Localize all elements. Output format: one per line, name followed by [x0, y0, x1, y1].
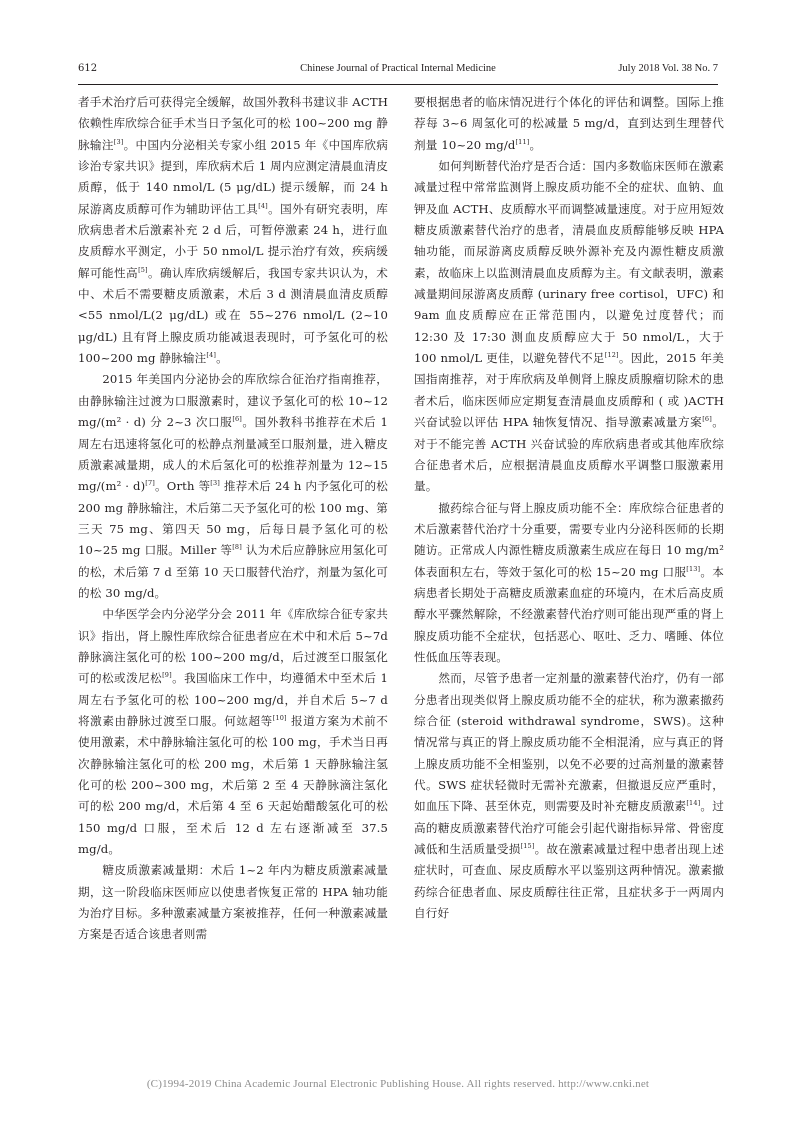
- citation-marker: [13]: [686, 564, 701, 573]
- citation-marker: [11]: [515, 137, 530, 146]
- paragraph: 糖皮质激素减量期：术后 1~2 年内为糖皮质激素减量期，这一阶段临床医师应以使患者恢复正常的 HPA 轴功能为治疗目标。多种激素减量方案被推荐，任何一种激素减量方案是否适合该患者则需: [78, 863, 388, 942]
- citation-marker: [5]: [138, 265, 148, 274]
- citation-marker: [10]: [272, 714, 287, 723]
- citation-marker: [15]: [520, 842, 535, 851]
- paragraph: 者手术治疗后可获得完全缓解，故国外教科书建议非 ACTH 依赖性库欣综合征手术当日予氢化可的松 100~200 mg 静脉输注[3]。中国内分泌相关专家小组 2015 年《中国库欣病诊治专家共识》提到，库欣病术后 1 周内应测定清晨血清皮质醇，低于 140 nmol/L (5 μg/dL) 提示缓解，而 24 h 尿游离皮质醇可作为辅助评估工具[4]。国外有研究表明，库欣病患者术后激素补充 2 d 后，可暂停激素 24 h，进行血皮质醇水平测定，小于 50 nmol/L 提示治疗有效，疾病缓解可能性高[5]。确认库欣病缓解后，我国专家共识认为，术中、术后不需要糖皮质激素，术后 3 d 测清晨血清皮质醇 <55 nmol/L(2 μg/dL) 或在 55~276 nmol/L (2~10 μg/dL) 且有肾上腺皮质功能减退表现时，可予氢化可的松 100~200 mg 静脉输注[4]。: [78, 95, 388, 366]
- right-column: [414, 92, 724, 1052]
- left-column: [78, 92, 388, 1052]
- citation-marker: [9]: [162, 671, 172, 680]
- page-number: 612: [78, 63, 98, 74]
- header-rule: [78, 84, 718, 85]
- page-header: [78, 60, 718, 82]
- paragraph: 中华医学会内分泌学分会 2011 年《库欣综合征专家共识》指出，肾上腺性库欣综合征患者应在术中和术后 5~7d 静脉滴注氢化可的松 100~200 mg/d，后过渡至口服氢化可的松或泼尼松[9]。我国临床工作中，均遵循术中至术后 1 周左右予氢化可的松 100~200 mg/d，并自术后 5~7 d 将激素由静脉过渡至口服。何竑超等[10] 报道方案为术前不使用激素，术中静脉输注氢化可的松 100 mg，手术当日再次静脉输注氢化可的松 200 mg，术后第 1 天静脉输注氢化可的松 200~300 mg，术后第 2 至 4 天静脉滴注氢化可的松 200 mg/d，术后第 4 至 6 天起始醋酸氢化可的松 150 mg/d 口服，至术后 12 d 左右逐渐减至 37.5 mg/d。: [78, 607, 388, 857]
- citation-marker: [3]: [113, 137, 124, 146]
- citation-marker: [6]: [702, 415, 712, 424]
- citation-marker: [6]: [232, 415, 242, 424]
- citation-marker: [8]: [232, 543, 242, 552]
- citation-marker: [4]: [258, 201, 268, 210]
- issue-date: July 2018 Vol. 38 No. 7: [618, 63, 718, 74]
- citation-marker: [12]: [604, 351, 619, 360]
- paragraph: 如何判断替代治疗是否合适：国内多数临床医师在激素减量过程中常常监测肾上腺皮质功能不全的症状、血钠、血钾及血 ACTH、皮质醇水平而调整减量速度。对于应用短效糖皮质激素替代治疗的患者，清晨血皮质醇能够反映 HPA 轴功能，而尿游离皮质醇反映外源补充及内源性糖皮质激素，故临床上以监测清晨血皮质醇为主。有文献表明，激素减量期间尿游离皮质醇 (urinary free cortisol，UFC) 和 9am 血皮质醇应在正常范围内，以避免过度替代；而 12:30 及 17:30 测血皮质醇应大于 50 nmol/L，大于 100 nmol/L 更佳，以避免替代不足[12]。因此，2015 年美国指南推荐，对于库欣病及单侧肾上腺皮质腺瘤切除术的患者术后，临床医师应定期复查清晨血皮质醇和 ( 或 )ACTH 兴奋试验以评估 HPA 轴恢复情况、指导激素减量方案[6]。对于不能完善 ACTH 兴奋试验的库欣病患者或其他库欣综合征患者术后，应根据清晨血皮质醇水平调整口服激素用量。: [414, 159, 724, 494]
- paragraph: 2015 年美国内分泌协会的库欣综合征治疗指南推荐，由静脉输注过渡为口服激素时，建议予氢化可的松 10~12 mg/(m² · d) 分 2~3 次口服[6]。国外教科书推荐在术后 1 周左右迅速将氢化可的松静点剂量减至口服剂量，进入糖皮质激素减量期，成人的术后氢化可的松推荐剂量为 12~15 mg/(m² · d)[7]。Orth 等[3] 推荐术后 24 h 内予氢化可的松 200 mg 静脉输注，术后第二天予氢化可的松 100 mg、第三天 75 mg、第四天 50 mg，后每日晨予氢化可的松 10~25 mg 口服。Miller 等[8] 认为术后应静脉应用氢化可的松，术后第 7 d 至第 10 天口服替代治疗，剂量为氢化可的松 30 mg/d。: [78, 372, 388, 600]
- paragraph: 然而，尽管予患者一定剂量的激素替代治疗，仍有一部分患者出现类似肾上腺皮质功能不全的症状，称为激素撤药综合征 (steroid withdrawal syndrome，SWS)。这种情况常与真正的肾上腺皮质功能不全相混淆，应与真正的肾上腺皮质功能不全相鉴别，以免不必要的过高剂量的激素替代。SWS 症状轻微时无需补充激素，但撤退反应严重时，如血压下降、甚至休克，则需要及时补充糖皮质激素[14]。过高的糖皮质激素替代治疗可能会引起代谢指标异常、骨密度减低和生活质量受损[15]。故在激素减量过程中患者出现上述症状时，可查血、尿皮质醇水平以鉴别这两种情况。激素撤药综合征患者血、尿皮质醇往往正常，且症状多于一两周内自行好: [414, 671, 724, 921]
- citation-marker: [4]: [206, 351, 217, 360]
- journal-title: Chinese Journal of Practical Internal Medicine: [300, 63, 496, 74]
- citation-marker: [7]: [145, 479, 155, 488]
- citation-marker: [3]: [210, 479, 220, 488]
- paragraph: 撤药综合征与肾上腺皮质功能不全：库欣综合征患者的术后激素替代治疗十分重要，需要专业内分泌科医师的长期随访。正常成人内源性糖皮质激素生成应在每日 10 mg/m² 体表面积左右，等效于氢化可的松 15~20 mg 口服[13]。本病患者长期处于高糖皮质激素血症的环境内，在术后高皮质醇水平骤然解除，不经激素替代治疗则可能出现严重的肾上腺皮质功能不全症状，包括恶心、呕吐、乏力、嗜睡、体位性低血压等表现。: [414, 500, 724, 664]
- paragraph: 要根据患者的临床情况进行个体化的评估和调整。国际上推荐每 3~6 周氢化可的松减量 5 mg/d，直到达到生理替代剂量 10~20 mg/d[11]。: [414, 95, 724, 152]
- copyright-footer: (C)1994-2019 China Academic Journal Electronic Publishing House. All rights reserved. http://www.cnki.net: [146, 1078, 650, 1090]
- citation-marker: [14]: [686, 799, 701, 808]
